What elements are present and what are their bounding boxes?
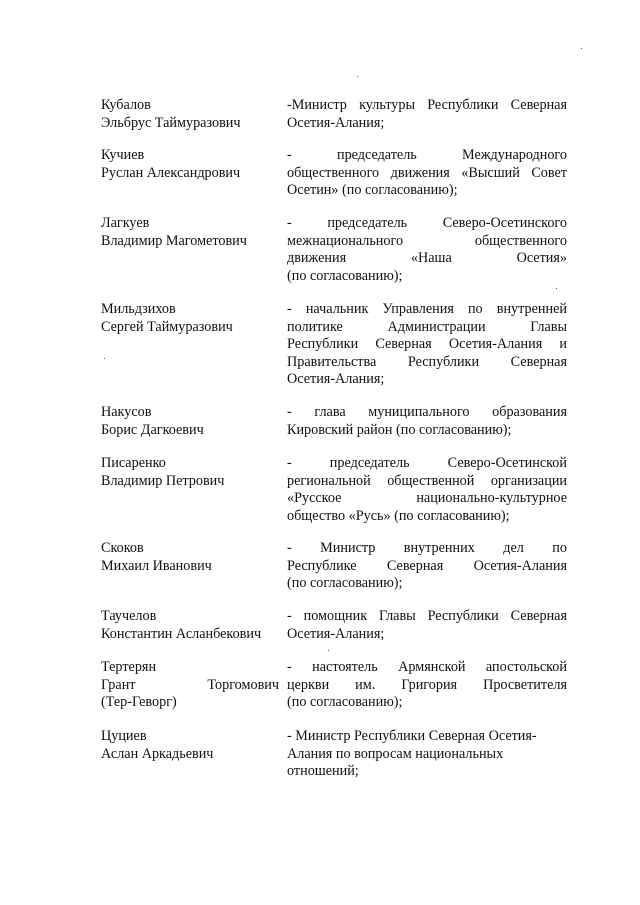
member-role xyxy=(287,215,567,285)
member-surname: Кубалов xyxy=(101,97,151,113)
role-line: Осетин» (по согласованию); xyxy=(287,182,458,198)
role-line: (по согласованию); xyxy=(287,694,403,710)
role-line: (по согласованию); xyxy=(287,575,403,591)
member-patronymic: Торгомович xyxy=(207,676,279,693)
role-line: Осетия-Алания; xyxy=(287,625,385,642)
member-surname: Мильдзихов xyxy=(101,301,176,317)
role-line: -Министр культуры Республики Северная xyxy=(287,97,567,113)
member-name xyxy=(101,404,279,439)
member-surname: Лагкуев xyxy=(101,215,150,231)
member-role xyxy=(287,97,567,132)
role-line: Алания по вопросам национальных xyxy=(287,745,504,762)
member-given-names: Эльбрус Таймуразович xyxy=(101,114,241,131)
role-line: церкви им. Григория Просветителя xyxy=(287,676,567,693)
member-role xyxy=(287,301,567,389)
role-line: Кировский район (по согласованию); xyxy=(287,421,512,438)
member-first-name: Грант xyxy=(101,676,136,693)
role-line: Осетия-Алания; xyxy=(287,371,385,387)
scan-speck xyxy=(104,358,105,359)
role-line: - председатель Северо-Осетинского xyxy=(287,215,567,231)
member-alt-name: (Тер-Геворг) xyxy=(101,694,177,710)
member-role xyxy=(287,147,567,200)
role-line: региональной общественной организации xyxy=(287,472,567,489)
role-line: политике Администрации Главы xyxy=(287,318,567,335)
member-given-names: Михаил Иванович xyxy=(101,557,212,574)
member-role xyxy=(287,608,567,643)
member-surname: Скоков xyxy=(101,540,144,556)
member-name xyxy=(101,97,279,132)
member-name xyxy=(101,301,279,336)
member-role xyxy=(287,540,567,593)
scan-speck xyxy=(581,48,582,49)
role-line: Республики Северная Осетия-Алания и xyxy=(287,336,567,352)
role-line: отношений; xyxy=(287,763,359,779)
member-name xyxy=(101,728,279,763)
member-given-names: Владимир Магометович xyxy=(101,232,247,249)
role-line: движения «Наша Осетия» xyxy=(287,250,567,266)
member-given-names: Сергей Таймуразович xyxy=(101,318,233,335)
member-given-names: Борис Дагкоевич xyxy=(101,421,204,438)
member-given-names: Константин Асланбекович xyxy=(101,625,262,642)
scan-speck xyxy=(328,650,329,651)
role-line: «Русское национально-культурное xyxy=(287,490,567,506)
member-role xyxy=(287,455,567,525)
member-name xyxy=(101,147,279,182)
member-surname: Писаренко xyxy=(101,455,166,471)
role-line: Республике Северная Осетия-Алания xyxy=(287,557,567,574)
role-line: межнационального общественного xyxy=(287,232,567,249)
role-line: - председатель Международного xyxy=(287,147,567,163)
member-name xyxy=(101,608,279,643)
member-given-names xyxy=(101,677,279,695)
role-line: - председатель Северо-Осетинской xyxy=(287,455,567,471)
member-role xyxy=(287,404,567,439)
member-given-names: Владимир Петрович xyxy=(101,472,225,489)
member-role xyxy=(287,728,567,781)
role-line: Правительства Республики Северная xyxy=(287,353,567,370)
member-surname: Тертерян xyxy=(101,659,157,675)
role-line: - настоятель Армянской апостольской xyxy=(287,659,567,675)
role-line: общество «Русь» (по согласованию); xyxy=(287,507,510,524)
role-line: - глава муниципального образования xyxy=(287,404,567,420)
role-line: - помощник Главы Республики Северная xyxy=(287,608,567,624)
role-line: Осетия-Алания; xyxy=(287,114,385,131)
role-line: общественного движения «Высший Совет xyxy=(287,164,567,181)
member-name xyxy=(101,540,279,575)
member-surname: Таучелов xyxy=(101,608,157,624)
member-surname: Цуциев xyxy=(101,728,147,744)
role-line: - Министр внутренних дел по xyxy=(287,540,567,556)
scan-speck xyxy=(357,76,358,77)
member-surname: Накусов xyxy=(101,404,152,420)
role-line: - начальник Управления по внутренней xyxy=(287,301,567,317)
scan-speck xyxy=(556,288,557,289)
member-given-names: Аслан Аркадьевич xyxy=(101,745,214,762)
member-name xyxy=(101,659,279,712)
role-line: (по согласованию); xyxy=(287,267,403,284)
member-name xyxy=(101,455,279,490)
member-surname: Кучиев xyxy=(101,147,145,163)
member-given-names: Руслан Александрович xyxy=(101,164,241,181)
member-role xyxy=(287,659,567,712)
role-line: - Министр Республики Северная Осетия- xyxy=(287,728,537,744)
member-name xyxy=(101,215,279,250)
